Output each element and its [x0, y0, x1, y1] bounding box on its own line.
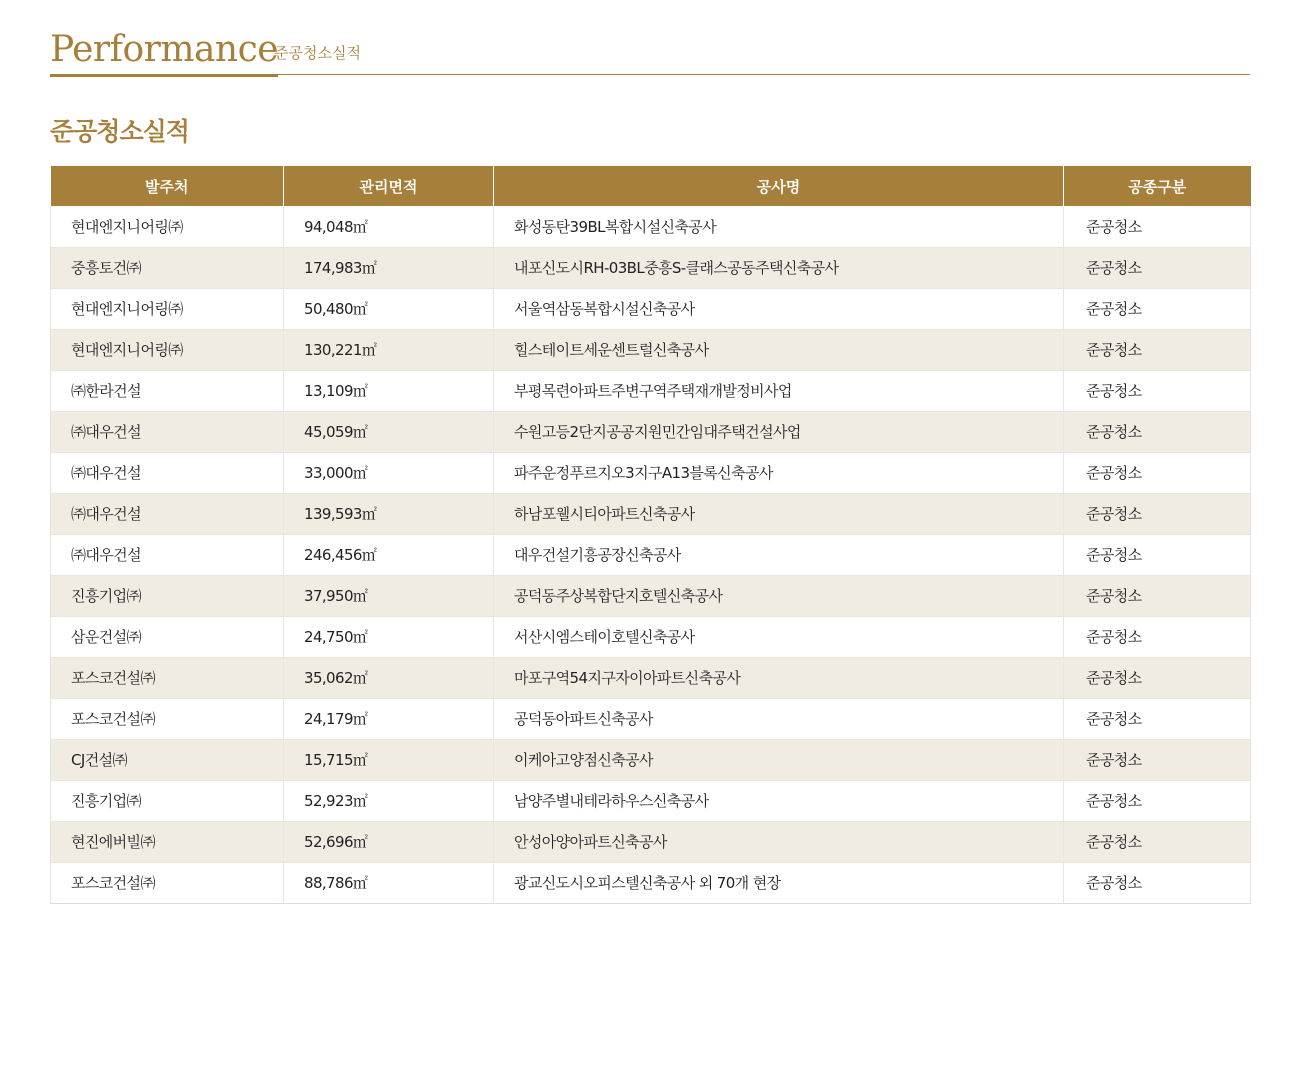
table-row [51, 863, 1251, 904]
type-cell: 준공청소 [1064, 822, 1251, 863]
type-cell: 준공청소 [1064, 535, 1251, 576]
table-row [51, 330, 1251, 371]
column-header-type: 공종구분 [1064, 166, 1251, 207]
area-cell: 52,696㎡ [284, 822, 494, 863]
client-cell: 포스코건설㈜ [51, 699, 284, 740]
table-row [51, 453, 1251, 494]
type-cell: 준공청소 [1064, 576, 1251, 617]
project-cell: 서산시엠스테이호텔신축공사 [494, 617, 1064, 658]
type-cell: 준공청소 [1064, 699, 1251, 740]
client-cell: ㈜대우건설 [51, 494, 284, 535]
table-row [51, 576, 1251, 617]
project-cell: 부평목련아파트주변구역주택재개발정비사업 [494, 371, 1064, 412]
client-cell: 포스코건설㈜ [51, 863, 284, 904]
area-cell: 139,593㎡ [284, 494, 494, 535]
area-cell: 88,786㎡ [284, 863, 494, 904]
client-cell: ㈜한라건설 [51, 371, 284, 412]
table-row [51, 207, 1251, 248]
table-header-row [51, 166, 1251, 207]
project-cell: 화성동탄39BL복합시설신축공사 [494, 207, 1064, 248]
area-cell: 94,048㎡ [284, 207, 494, 248]
area-cell: 35,062㎡ [284, 658, 494, 699]
client-cell: 중흥토건㈜ [51, 248, 284, 289]
client-cell: ㈜대우건설 [51, 412, 284, 453]
performance-table [50, 166, 1251, 904]
column-header-project: 공사명 [494, 166, 1064, 207]
section-title: 준공청소실적 [50, 117, 189, 146]
breadcrumb-label: 준공청소실적 [274, 44, 361, 62]
project-cell: 파주운정푸르지오3지구A13블록신축공사 [494, 453, 1064, 494]
client-cell: 현대엔지니어링㈜ [51, 330, 284, 371]
area-cell: 15,715㎡ [284, 740, 494, 781]
project-cell: 공덕동주상복합단지호텔신축공사 [494, 576, 1064, 617]
client-cell: 현진에버빌㈜ [51, 822, 284, 863]
brand-title: Performance [50, 28, 278, 77]
type-cell: 준공청소 [1064, 863, 1251, 904]
area-cell: 45,059㎡ [284, 412, 494, 453]
area-cell: 246,456㎡ [284, 535, 494, 576]
table-row [51, 617, 1251, 658]
area-cell: 174,983㎡ [284, 248, 494, 289]
area-cell: 130,221㎡ [284, 330, 494, 371]
project-cell: 남양주별내테라하우스신축공사 [494, 781, 1064, 822]
area-cell: 33,000㎡ [284, 453, 494, 494]
project-cell: 이케아고양점신축공사 [494, 740, 1064, 781]
table-row [51, 494, 1251, 535]
table-row [51, 740, 1251, 781]
area-cell: 52,923㎡ [284, 781, 494, 822]
client-cell: 현대엔지니어링㈜ [51, 207, 284, 248]
client-cell: 현대엔지니어링㈜ [51, 289, 284, 330]
project-cell: 하남포웰시티아파트신축공사 [494, 494, 1064, 535]
type-cell: 준공청소 [1064, 453, 1251, 494]
project-cell: 내포신도시RH-03BL중흥S-클래스공동주택신축공사 [494, 248, 1064, 289]
breadcrumb [274, 40, 1250, 75]
table-row [51, 248, 1251, 289]
type-cell: 준공청소 [1064, 412, 1251, 453]
page-header [50, 28, 1250, 78]
table-row [51, 535, 1251, 576]
table-row [51, 412, 1251, 453]
area-cell: 50,480㎡ [284, 289, 494, 330]
type-cell: 준공청소 [1064, 658, 1251, 699]
project-cell: 수원고등2단지공공지원민간임대주택건설사업 [494, 412, 1064, 453]
project-cell: 힐스테이트세운센트럴신축공사 [494, 330, 1064, 371]
table-row [51, 781, 1251, 822]
column-header-area: 관리면적 [284, 166, 494, 207]
type-cell: 준공청소 [1064, 740, 1251, 781]
project-cell: 마포구역54지구자이아파트신축공사 [494, 658, 1064, 699]
type-cell: 준공청소 [1064, 248, 1251, 289]
client-cell: CJ건설㈜ [51, 740, 284, 781]
project-cell: 대우건설기흥공장신축공사 [494, 535, 1064, 576]
type-cell: 준공청소 [1064, 207, 1251, 248]
type-cell: 준공청소 [1064, 781, 1251, 822]
project-cell: 안성아양아파트신축공사 [494, 822, 1064, 863]
type-cell: 준공청소 [1064, 289, 1251, 330]
project-cell: 광교신도시오피스텔신축공사 외 70개 현장 [494, 863, 1064, 904]
type-cell: 준공청소 [1064, 371, 1251, 412]
client-cell: 진흥기업㈜ [51, 781, 284, 822]
project-cell: 서울역삼동복합시설신축공사 [494, 289, 1064, 330]
area-cell: 24,179㎡ [284, 699, 494, 740]
project-cell: 공덕동아파트신축공사 [494, 699, 1064, 740]
table-row [51, 371, 1251, 412]
client-cell: ㈜대우건설 [51, 535, 284, 576]
table-row [51, 822, 1251, 863]
area-cell: 37,950㎡ [284, 576, 494, 617]
type-cell: 준공청소 [1064, 494, 1251, 535]
client-cell: 포스코건설㈜ [51, 658, 284, 699]
client-cell: 삼운건설㈜ [51, 617, 284, 658]
table-row [51, 699, 1251, 740]
column-header-client: 발주처 [51, 166, 284, 207]
table-row [51, 289, 1251, 330]
client-cell: ㈜대우건설 [51, 453, 284, 494]
type-cell: 준공청소 [1064, 330, 1251, 371]
table-body [51, 207, 1251, 904]
table-row [51, 658, 1251, 699]
area-cell: 13,109㎡ [284, 371, 494, 412]
client-cell: 진흥기업㈜ [51, 576, 284, 617]
type-cell: 준공청소 [1064, 617, 1251, 658]
area-cell: 24,750㎡ [284, 617, 494, 658]
